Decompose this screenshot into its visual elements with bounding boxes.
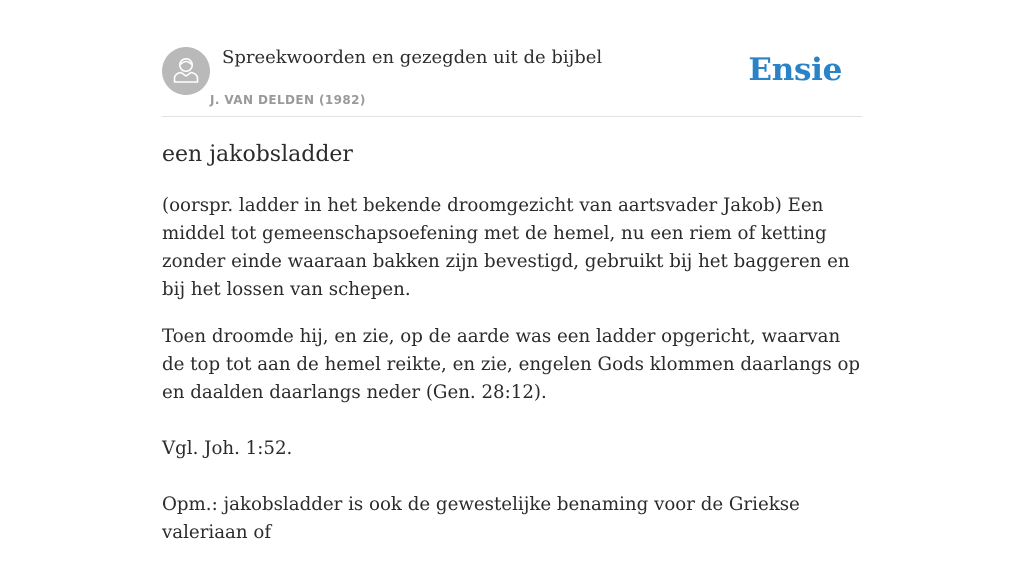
- entry-paragraph-quote: Toen droomde hij, en zie, op de aarde was een ladder opgericht, waarvan de top tot aan de hemel reikte, en zie, engelen Gods klommen daarlangs op en daalden daarlangs neder (Gen. 28:12).: [162, 326, 861, 403]
- avatar[interactable]: [162, 47, 210, 95]
- entry-paragraph-definition: (oorspr. ladder in het bekende droomgezicht van aartsvader Jakob) Een middel tot gemeenschapsoefening met de hemel, nu een riem of ketting zonder einde waaraan bakken zijn bevestigd, gebruikt bij het baggeren en bij het lossen van schepen.: [162, 195, 850, 300]
- entry-title: een jakobsladder: [162, 142, 353, 167]
- book-title[interactable]: Spreekwoorden en gezegden uit de bijbel: [222, 47, 603, 68]
- entry-paragraph-reference: Vgl. Joh. 1:52.: [162, 438, 293, 459]
- user-icon: [162, 47, 210, 95]
- entry-paragraph-note: Opm.: jakobsladder is ook de gewestelijke benaming voor de Griekse valeriaan of: [162, 494, 800, 543]
- header: [162, 0, 862, 117]
- author-label[interactable]: J. VAN DELDEN (1982): [210, 93, 366, 107]
- entry-body: [162, 192, 862, 566]
- brand-logo[interactable]: Ensie: [748, 52, 842, 88]
- page: [162, 0, 862, 543]
